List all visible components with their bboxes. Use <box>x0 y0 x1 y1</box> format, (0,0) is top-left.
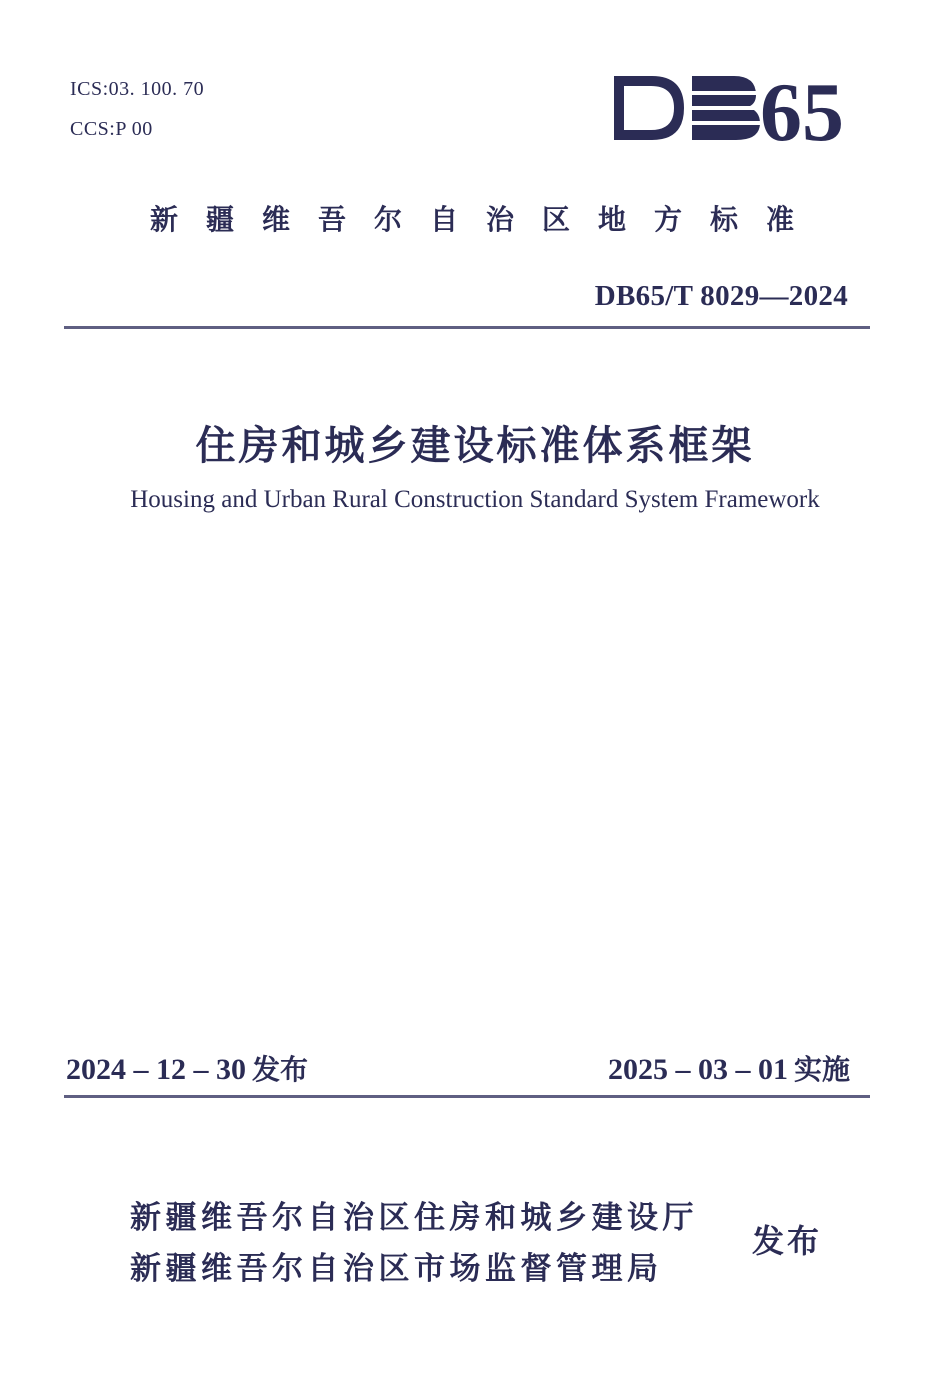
issue-date: 2024 – 12 – 30 <box>66 1053 246 1086</box>
title-chinese: 住房和城乡建设标准体系框架 <box>195 423 755 469</box>
publish-label: 发布 <box>752 1222 823 1260</box>
issuing-agency-market: 新疆维吾尔自治区市场监督管理局 <box>130 1251 663 1287</box>
ccs-code: CCS:P 00 <box>70 118 153 140</box>
local-standard-heading: 新疆维吾尔自治区地方标准 <box>149 203 822 236</box>
issue-label: 发布 <box>252 1053 309 1086</box>
bottom-divider <box>64 1095 870 1098</box>
ics-code: ICS:03. 100. 70 <box>70 78 205 100</box>
implement-label: 实施 <box>793 1053 850 1086</box>
issuing-agency-housing: 新疆维吾尔自治区住房和城乡建设厅 <box>130 1200 698 1236</box>
svg-text:65: 65 <box>760 66 844 150</box>
implement-date: 2025 – 03 – 01 <box>607 1053 788 1086</box>
title-english: Housing and Urban Rural Construction Standard System Framework <box>130 486 820 513</box>
issue-date-block <box>66 1048 308 1088</box>
implement-date-block <box>608 1048 850 1088</box>
standard-number: DB65/T 8029—2024 <box>594 280 848 312</box>
top-divider <box>64 326 870 329</box>
db65-logo-icon <box>608 66 858 150</box>
